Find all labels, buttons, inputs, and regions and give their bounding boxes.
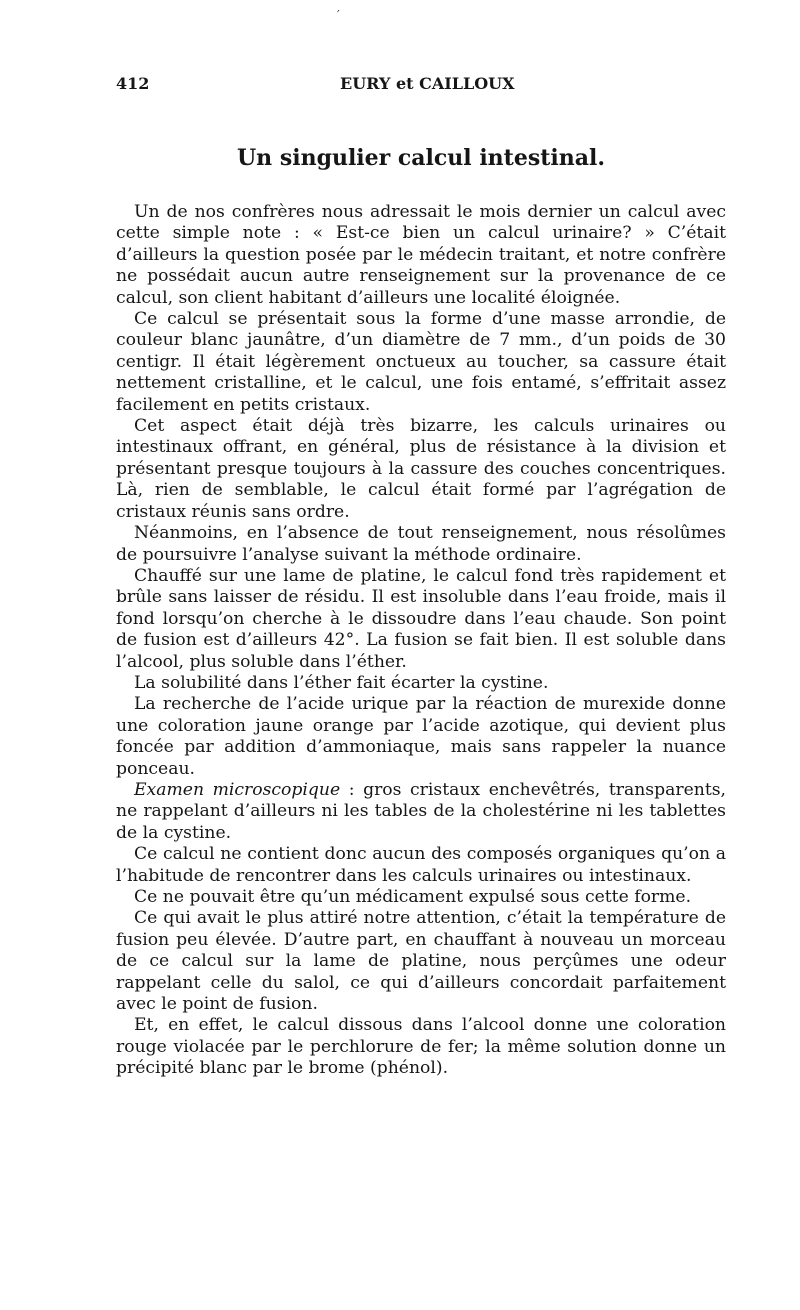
page-number: 412 bbox=[116, 74, 150, 93]
print-speck: ′ bbox=[337, 8, 340, 22]
paragraph-microscopy bbox=[116, 780, 726, 844]
paragraph: Un de nos confrères nous adressait le mois dernier un calcul avec cette simple note : « Est-ce bien un calcul urinaire? » C’était d’ailleurs la question posée par le médecin traitant, et notre confrère ne possédait aucun autre renseignement sur la provenance de ce calcul, son client habitant d’ailleurs une localité éloignée. bbox=[116, 202, 726, 308]
running-head: EURY et CAILLOUX bbox=[340, 74, 515, 93]
microscopy-text: : gros cristaux enchevêtrés, transparents, ne rappelant d’ailleurs ni les tables de la cholestérine ni les tablettes de la cystine. bbox=[116, 779, 727, 843]
paragraph: La recherche de l’acide urique par la réaction de murexide donne une coloration jaune orange par l’acide azotique, qui devient plus foncée par addition d’ammoniaque, mais sans rappeler la nuance ponceau. bbox=[116, 694, 726, 779]
microscopy-label: Examen microscopique bbox=[134, 779, 341, 800]
paragraph: Cet aspect était déjà très bizarre, les calculs urinaires ou intestinaux offrant, en général, plus de résistance à la division et présentant presque toujours à la cassure des couches concentriques. Là, rien de semblable, le calcul était formé par l’agrégation de cristaux réunis sans ordre. bbox=[116, 416, 726, 522]
paragraph: Néanmoins, en l’absence de tout renseignement, nous résolûmes de poursuivre l’analyse suivant la méthode ordinaire. bbox=[116, 523, 726, 565]
paragraph: Ce calcul ne contient donc aucun des composés organiques qu’on a l’habitude de rencontrer dans les calculs urinaires ou intestinaux. bbox=[116, 844, 726, 886]
paragraph: Ce ne pouvait être qu’un médicament expulsé sous cette forme. bbox=[134, 887, 692, 907]
paragraph: Chauffé sur une lame de platine, le calcul fond très rapidement et brûle sans laisser de résidu. Il est insoluble dans l’eau froide, mais il fond lorsqu’on cherche à le dissoudre dans l’eau chaude. Son point de fusion est d’ailleurs 42°. La fusion se fait bien. Il est soluble dans l’alcool, plus soluble dans l’éther. bbox=[116, 565, 726, 672]
article-title: Un singulier calcul intestinal. bbox=[236, 145, 606, 171]
paragraph: La solubilité dans l’éther fait écarter la cystine. bbox=[134, 672, 549, 693]
paragraph: Ce calcul se présentait sous la forme d’une masse arrondie, de couleur blanc jaunâtre, d’un diamètre de 7 mm., d’un poids de 30 centigr. Il était légèrement onctueux au toucher, sa cassure était nettement cristalline, et le calcul, une fois entamé, s’effritait assez facilement en petits cristaux. bbox=[116, 309, 726, 415]
paragraph: Et, en effet, le calcul dissous dans l’alcool donne une coloration rouge violacée par le perchlorure de fer; la même solution donne un précipité blanc par le brome (phénol). bbox=[116, 1015, 726, 1079]
paragraph: Ce qui avait le plus attiré notre attention, c’était la température de fusion peu élevée. D’autre part, en chauffant à nouveau un morceau de ce calcul sur la lame de platine, nous perçûmes une odeur rappelant celle du salol, ce qui d’ailleurs concordait parfaitement avec le point de fusion. bbox=[116, 908, 726, 1015]
article-body bbox=[116, 202, 726, 1080]
page-header bbox=[116, 74, 716, 98]
